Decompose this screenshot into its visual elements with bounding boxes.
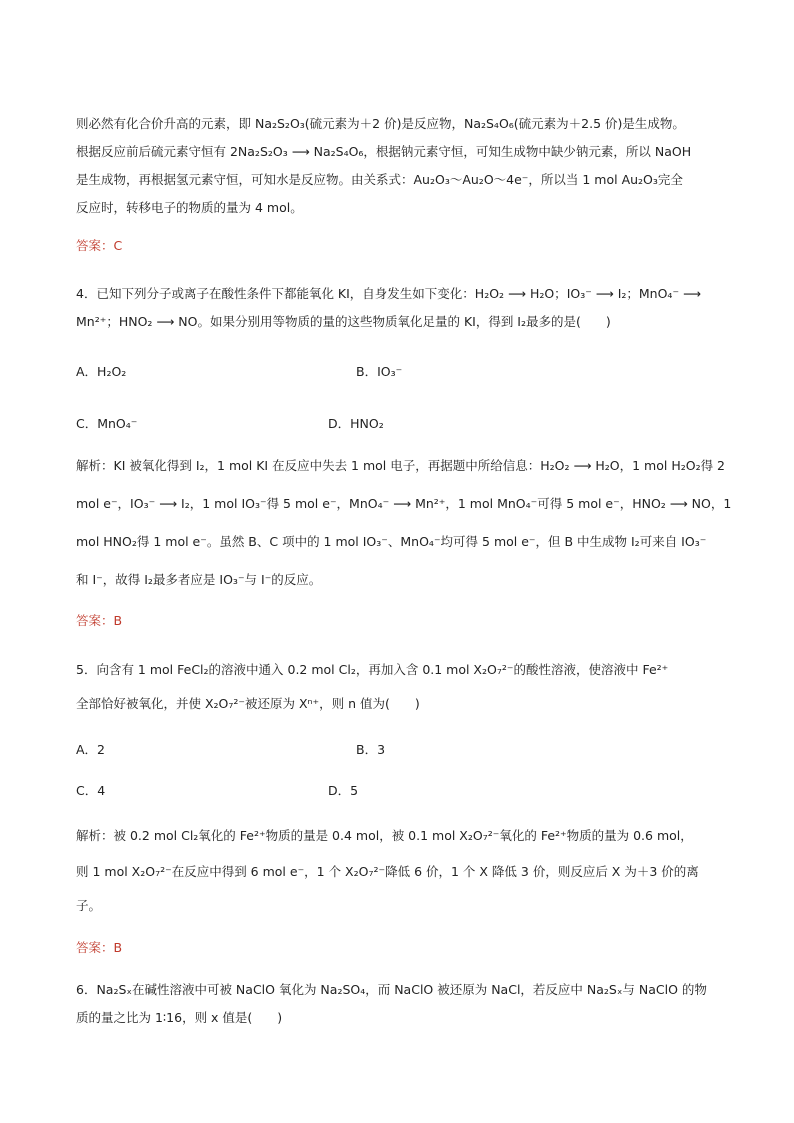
explanation-q5 (76, 822, 724, 920)
question-5-line-2: 全部恰好被氧化，并使 X₂O₇²⁻被还原为 Xⁿ⁺，则 n 值为( ) (76, 696, 420, 711)
question-5-options-row-1 (76, 740, 724, 764)
question-5-option-a[interactable]: A．2 (76, 742, 106, 757)
question-5-options-row-2 (76, 781, 724, 805)
question-4-option-a[interactable]: A．H₂O₂ (76, 364, 127, 379)
explanation-q5-line-3: 子。 (76, 898, 102, 913)
question-4-option-d[interactable]: D．HNO₂ (328, 416, 384, 431)
explanation-q3-line-1: 则必然有化合价升高的元素，即 Na₂S₂O₃(硫元素为＋2 价)是反应物，Na₂S₄O₆(硫元素为＋2.5 价)是生成物。 (76, 116, 685, 131)
answer-q3-text: 答案：C (76, 238, 123, 253)
question-6 (76, 976, 724, 1032)
answer-q4 (76, 607, 724, 635)
explanation-q4-line-1: 解析：KI 被氧化得到 I₂，1 mol KI 在反应中失去 1 mol 电子，再据题中所给信息：H₂O₂ ⟶ H₂O，1 mol H₂O₂得 2 (76, 458, 726, 473)
question-4-line-1: 4．已知下列分子或离子在酸性条件下都能氧化 KI，自身发生如下变化：H₂O₂ ⟶ H₂O；IO₃⁻ ⟶ I₂；MnO₄⁻ ⟶ (76, 286, 701, 301)
question-4-option-c[interactable]: C．MnO₄⁻ (76, 416, 138, 431)
question-4-option-b[interactable]: B．IO₃⁻ (356, 364, 403, 379)
explanation-q5-line-1: 解析：被 0.2 mol Cl₂氧化的 Fe²⁺物质的量是 0.4 mol，被 0.1 mol X₂O₇²⁻氧化的 Fe²⁺物质的量为 0.6 mol， (76, 828, 693, 843)
answer-q3 (76, 232, 724, 260)
explanation-q4-line-2: mol e⁻，IO₃⁻ ⟶ I₂，1 mol IO₃⁻得 5 mol e⁻，MnO₄⁻ ⟶ Mn²⁺，1 mol MnO₄⁻可得 5 mol e⁻，HNO₂ ⟶ NO，1 (76, 496, 732, 511)
answer-q4-text: 答案：B (76, 613, 123, 628)
explanation-q5-line-2: 则 1 mol X₂O₇²⁻在反应中得到 6 mol e⁻，1 个 X₂O₇²⁻降低 6 价，1 个 X 降低 3 价，则反应后 X 为＋3 价的离 (76, 864, 699, 879)
explanation-q3 (76, 110, 724, 222)
explanation-q3-line-2: 根据反应前后硫元素守恒有 2Na₂S₂O₃ ⟶ Na₂S₄O₆，根据钠元素守恒，可知生成物中缺少钠元素，所以 NaOH (76, 144, 692, 159)
question-4-line-2: Mn²⁺；HNO₂ ⟶ NO。如果分别用等物质的量的这些物质氧化足量的 KI，得到 I₂最多的是( ) (76, 314, 611, 329)
question-6-line-2: 质的量之比为 1∶16，则 x 值是( ) (76, 1010, 283, 1025)
explanation-q4-line-3: mol HNO₂得 1 mol e⁻。虽然 B、C 项中的 1 mol IO₃⁻、MnO₄⁻均可得 5 mol e⁻，但 B 中生成物 I₂可来自 IO₃⁻ (76, 534, 707, 549)
question-4 (76, 280, 724, 336)
question-5-option-d[interactable]: D．5 (328, 783, 359, 798)
answer-q5-text: 答案：B (76, 940, 123, 955)
explanation-q3-line-3: 是生成物，再根据氢元素守恒，可知水是反应物。由关系式：Au₂O₃～Au₂O～4e⁻，所以当 1 mol Au₂O₃完全 (76, 172, 683, 187)
explanation-q3-line-4: 反应时，转移电子的物质的量为 4 mol。 (76, 200, 303, 215)
question-5 (76, 656, 724, 718)
question-4-options-row-2 (76, 414, 724, 438)
answer-q5 (76, 934, 724, 962)
question-5-option-c[interactable]: C．4 (76, 783, 106, 798)
explanation-q4-line-4: 和 I⁻，故得 I₂最多者应是 IO₃⁻与 I⁻的反应。 (76, 572, 322, 587)
question-4-options-row-1 (76, 362, 724, 386)
question-6-line-1: 6．Na₂Sₓ在碱性溶液中可被 NaClO 氧化为 Na₂SO₄，而 NaClO 被还原为 NaCl，若反应中 Na₂Sₓ与 NaClO 的物 (76, 982, 707, 997)
question-5-option-b[interactable]: B．3 (356, 742, 386, 757)
explanation-q4 (76, 452, 732, 604)
question-5-line-1: 5．向含有 1 mol FeCl₂的溶液中通入 0.2 mol Cl₂，再加入含 0.1 mol X₂O₇²⁻的酸性溶液，使溶液中 Fe²⁺ (76, 662, 669, 677)
